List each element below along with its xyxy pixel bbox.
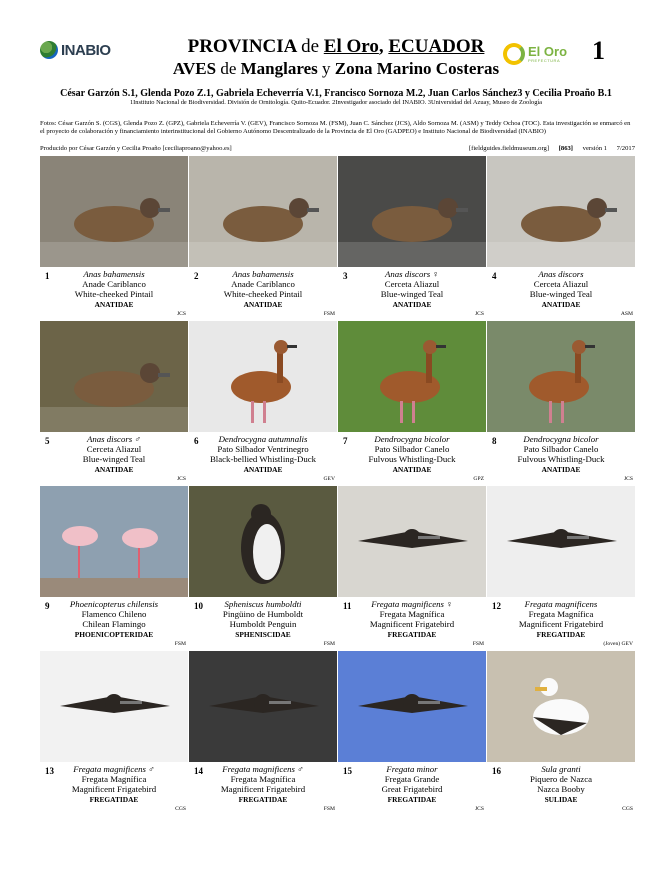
bird-photo [487,156,635,267]
scientific-name: Anas discors ♂ [86,434,141,444]
species-number: 8 [492,436,497,446]
english-name: Magnificent Frigatebird [369,619,455,630]
species-number: 6 [194,436,199,446]
el-oro-logo-name: El Oro [528,43,568,59]
family-name: ANATIDAE [94,299,134,309]
family-name: FREGATIDAE [387,629,437,639]
species-caption [487,597,635,647]
species-caption [189,267,337,317]
species-caption [487,762,635,812]
species-caption [189,432,337,482]
species-card [40,651,188,812]
spanish-name: Pato Silbador Canelo [374,444,450,455]
family-name: FREGATIDAE [536,629,586,639]
family-name: ANATIDAE [243,299,283,309]
photo-credits: Fotos: César Garzón S. (CGS), Glenda Pozo Z. (GPZ), Gabriela Echeverría V. (GEV), Francisco Sornoza M. (FSM), Juan C. Sánchez (JCS), Aldo Sornoza M. (ASM) y Teddy Ochoa (TOC). Esta investigación se enmarcó en el proyecto de colaboración y financiamiento interinstitucional del Gobierno Autónomo Descentralizado de la Provincia de El Oro (GADPEO) e Instituto Nacional de Biodiversidad (INABIO) [40,120,631,136]
bird-photo [189,486,337,597]
produced-by: Producido por César Garzón y Cecilia Proaño [ceciliaproano@yahoo.es] [40,145,232,152]
photographer-credit: (Joven) GEV [603,641,633,647]
photographer-credit: FSM [472,641,484,647]
family-name: FREGATIDAE [89,794,139,804]
spanish-name: Flamenco Chileno [81,609,147,620]
scientific-name: Fregata magnificens ♂ [73,764,155,774]
photographer-credit: CGS [622,806,633,812]
bird-photo [338,486,486,597]
spanish-name: Pato Silbador Canelo [523,444,599,455]
family-name: ANATIDAE [243,464,283,474]
scientific-name: Dendrocygna bicolor [523,434,599,444]
family-name: ANATIDAE [94,464,134,474]
production-line [40,145,635,152]
species-card [189,156,337,317]
scientific-name: Anas discors ♀ [384,269,439,279]
scientific-name: Anas discors [538,269,584,279]
species-card [40,321,188,482]
english-name: Magnificent Frigatebird [71,784,157,795]
family-name: FREGATIDAE [238,794,288,804]
bird-photo [487,321,635,432]
photographer-credit: FSM [323,311,335,317]
species-card [487,486,635,647]
species-card [338,651,486,812]
species-caption [189,597,337,647]
english-name: Great Frigatebird [381,784,443,795]
species-number: 10 [194,601,203,611]
species-number: 5 [45,436,50,446]
species-caption [189,762,337,812]
species-caption [40,267,188,317]
scientific-name: Fregata magnificens ♂ [222,764,304,774]
english-name: White-cheeked Pintail [223,289,303,300]
date: 7/2017 [616,145,635,152]
species-number: 9 [45,601,50,611]
species-caption [40,597,188,647]
spanish-name: Anade Cariblanco [82,279,146,290]
species-caption [487,432,635,482]
species-card [338,486,486,647]
species-card [40,156,188,317]
scientific-name: Fregata magnificens ♀ [371,599,453,609]
species-card [189,321,337,482]
bird-photo [189,321,337,432]
scientific-name: Dendrocygna autumnalis [218,434,308,444]
spanish-name: Fregata Magnífica [528,609,594,620]
spanish-name: Cerceta Aliazul [533,279,589,290]
english-name: Humboldt Penguin [229,619,297,630]
photographer-credit: FSM [323,641,335,647]
species-card [487,321,635,482]
species-card [338,156,486,317]
spanish-name: Fregata Magnífica [379,609,445,620]
species-caption [487,267,635,317]
species-number: 4 [492,271,497,281]
photographer-credit: GEV [323,476,335,482]
el-oro-logo [503,40,573,68]
species-number: 1 [45,271,50,281]
spanish-name: Cerceta Aliazul [86,444,142,455]
english-name: Magnificent Frigatebird [518,619,604,630]
spanish-name: Pato Silbador Ventrinegro [217,444,309,455]
bird-photo [189,156,337,267]
english-name: White-cheeked Pintail [74,289,154,300]
inabio-logo-text: INABIO [61,41,111,59]
spanish-name: Piquero de Nazca [529,774,593,785]
species-card [189,486,337,647]
version: versión 1 [582,145,608,152]
family-name: SULIDAE [544,794,578,804]
species-number: 11 [343,601,352,611]
family-name: PHOENICOPTERIDAE [74,629,154,639]
english-name: Nazca Booby [537,784,585,795]
site-link[interactable]: [fieldguides.fieldmuseum.org] [468,145,550,152]
photographer-credit: JCS [474,311,484,317]
photographer-credit: FSM [323,806,335,812]
species-caption [40,432,188,482]
authors: César Garzón S.1, Glenda Pozo Z.1, Gabriela Echeverría V.1, Francisco Sornoza M.2, Juan Carlos Sánchez3 y Cecilia Proaño B.1 [60,88,612,99]
english-name: Blue-winged Teal [529,289,593,300]
species-number: 7 [343,436,348,446]
family-name: ANATIDAE [392,464,432,474]
family-name: FREGATIDAE [387,794,437,804]
species-caption [338,267,486,317]
scientific-name: Anas bahamensis [83,269,145,279]
english-name: Fulvous Whistling-Duck [368,454,456,465]
family-name: ANATIDAE [541,299,581,309]
english-name: Blue-winged Teal [380,289,444,300]
bird-photo [40,486,188,597]
photographer-credit: FSM [174,641,186,647]
english-name: Black-bellied Whistling-Duck [209,454,317,465]
guide-id: [863] [558,145,573,152]
scientific-name: Sula granti [541,764,581,774]
species-card [487,156,635,317]
photographer-credit: CGS [175,806,186,812]
family-name: SPHENISCIDAE [235,629,291,639]
bird-photo [189,651,337,762]
el-oro-logo-icon [503,43,525,65]
species-card [338,321,486,482]
bird-photo [338,156,486,267]
scientific-name: Anas bahamensis [232,269,294,279]
species-number: 15 [343,766,352,776]
spanish-name: Fregata Grande [384,774,440,785]
bird-photo [40,651,188,762]
bird-photo [40,321,188,432]
bird-photo [338,651,486,762]
photographer-credit: JCS [623,476,633,482]
species-number: 16 [492,766,501,776]
spanish-name: Fregata Magnífica [81,774,147,785]
species-caption [338,762,486,812]
family-name: ANATIDAE [392,299,432,309]
species-caption [338,597,486,647]
bird-photo [40,156,188,267]
photographer-credit: JCS [176,476,186,482]
bird-photo [487,651,635,762]
el-oro-logo-sub: PREFECTURA [528,57,561,63]
page-number: 1 [592,36,605,65]
scientific-name: Spheniscus humboldti [224,599,302,609]
species-number: 3 [343,271,348,281]
english-name: Chilean Flamingo [82,619,146,630]
bird-photo [338,321,486,432]
photographer-credit: ASM [620,311,633,317]
page-subtitle: AVES de Manglares y Zona Marino Costeras [172,59,500,78]
english-name: Fulvous Whistling-Duck [517,454,605,465]
spanish-name: Fregata Magnífica [230,774,296,785]
family-name: ANATIDAE [541,464,581,474]
species-caption [338,432,486,482]
scientific-name: Fregata magnificens [524,599,598,609]
guide-meta [461,145,635,152]
photographer-credit: JCS [474,806,484,812]
species-caption [40,762,188,812]
english-name: Blue-winged Teal [82,454,146,465]
photographer-credit: JCS [176,311,186,317]
spanish-name: Anade Cariblanco [231,279,295,290]
scientific-name: Fregata minor [386,764,438,774]
species-card [40,486,188,647]
english-name: Magnificent Frigatebird [220,784,306,795]
scientific-name: Phoenicopterus chilensis [69,599,159,609]
affiliations: 1Instituto Nacional de Biodiversidad. División de Ornitología. Quito-Ecuador. 2Investigador asociado del INABIO. 3Universidad del Azuay, Museo de Zoología [129,99,543,106]
scientific-name: Dendrocygna bicolor [374,434,450,444]
species-number: 14 [194,766,203,776]
page-title: PROVINCIA de El Oro, ECUADOR [187,36,485,57]
species-number: 13 [45,766,54,776]
species-number: 2 [194,271,199,281]
bird-photo [487,486,635,597]
species-card [487,651,635,812]
spanish-name: Cerceta Aliazul [384,279,440,290]
species-card [189,651,337,812]
photographer-credit: GPZ [473,476,484,482]
spanish-name: Pingüino de Humboldt [222,609,304,620]
species-number: 12 [492,601,501,611]
